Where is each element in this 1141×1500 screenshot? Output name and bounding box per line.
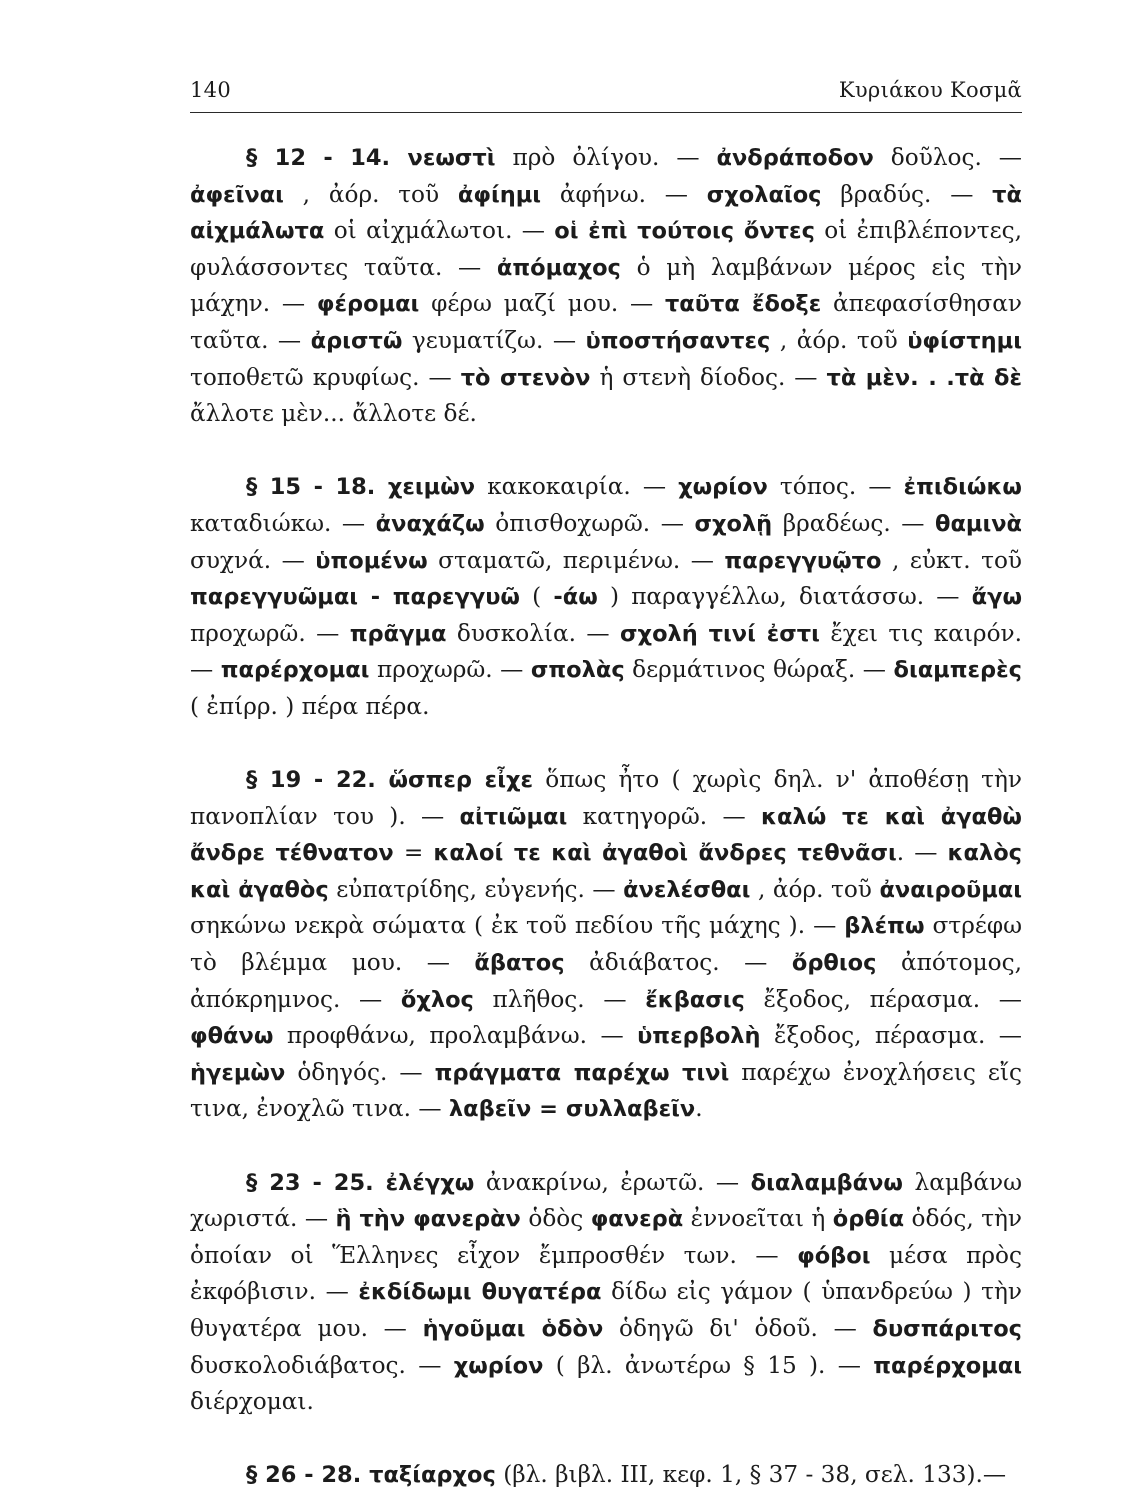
glossary-term: σχολή τινί ἐστι [620,620,820,647]
definition-text: ἀπότομος, ἀπόκρημνος. — [190,949,1022,1013]
definition-text: (βλ. βιβλ. III, κεφ. 1, § 37 - 38, σελ. 133).— [495,1461,1007,1489]
glossary-term: ἀναχάζω [375,510,485,537]
glossary-term: αἰτιῶμαι [459,803,568,830]
glossary-term: ὄρθιος [791,950,877,977]
glossary-term: ἀνδράποδον [716,145,874,171]
glossary-paragraph-19-22 [190,762,1022,1128]
glossary-term: τὰ αἰχμάλωτα [190,181,1022,245]
glossary-term: παρεγγυῶμαι - παρεγγυῶ [190,584,520,611]
definition-text: δίδω εἰς γάμον ( ὑπανδρεύω ) τὴν θυγατέρα μου. — [190,1278,1022,1342]
definition-text: ἔξοδος, πέρασμα. — [760,1022,1022,1050]
glossary-term: οἱ ἐπὶ τούτοις ὄντες [554,218,815,245]
definition-text: προχωρῶ. — [190,619,350,647]
glossary-term: ὄχλος [400,986,474,1013]
glossary-term: σπολὰς [530,657,625,684]
definition-text: γευματίζω. — [402,326,586,354]
definition-text: διέρχομαι. [190,1388,314,1416]
glossary-term: ὀρθία [832,1206,905,1233]
definition-text: ἐννοεῖται ἡ [683,1205,833,1233]
definition-text: ἡ στενὴ δίοδος. — [590,363,827,391]
definition-text: στρέφω τὸ βλέμμα μου. — [190,912,1022,977]
section-ref: § 23 - 25. [246,1169,386,1196]
glossary-term: λαβεῖν = συλλαβεῖν [448,1096,696,1123]
definition-text: . — [896,839,948,867]
glossary-term: ὑποστήσαντες [585,327,771,354]
definition-text: ( [520,583,554,611]
definition-text: βραδύς. — [821,180,993,208]
glossary-term: τὸ στενὸν [460,364,591,391]
glossary-term: ἄγω [971,584,1022,611]
definition-text: ( ἐπίρρ. ) πέρα πέρα. [190,692,430,720]
header-rule [190,112,1022,113]
definition-text: , εὐκτ. τοῦ [881,546,1022,574]
running-title: Κυριάκου Κοσμᾶ [838,78,1022,102]
glossary-term: καλοί τε καὶ ἀγαθοὶ ἄνδρες τεθνᾶσι [433,840,897,867]
definition-text: φέρω μαζί μου. — [419,290,665,318]
section-ref: § 19 - 22. [246,767,389,794]
definition-text: ἀδιάβατος. — [564,949,792,977]
glossary-term: ἔκβασις [645,986,745,1013]
glossary-term: παρεγγυῷτο [724,547,882,574]
glossary-term: ἡγεμὼν [190,1059,286,1086]
glossary-body [190,140,1022,1494]
glossary-term: ἄβατος [474,950,565,977]
definition-text: ἔξοδος, πέρασμα. — [744,985,1022,1013]
section-ref: § 15 - 18. [246,474,388,501]
definition-text: , ἀόρ. τοῦ [750,875,880,903]
definition-text: μέσα πρὸς ἐκφόβισιν. — [190,1241,1022,1306]
definition-text: δυσκολοδιάβατος. — [190,1351,454,1379]
definition-text: πλῆθος. — [473,985,646,1013]
glossary-term: χειμὼν [387,474,476,501]
glossary-term: ἐλέγχω [385,1169,475,1196]
glossary-term: φέρομαι [316,291,420,318]
definition-text: ὀπισθοχωρῶ. — [484,509,695,537]
definition-text: πρὸ ὀλίγου. — [495,144,717,171]
glossary-term: δυσπάριτος [872,1316,1022,1342]
glossary-term: πρᾶγμα [349,620,447,647]
definition-text: οἱ αἰχμάλωτοι. — [324,217,555,245]
glossary-term: παρέρχομαι [873,1352,1022,1379]
definition-text: ἀφήνω. — [541,180,707,208]
glossary-term: σχολαῖος [706,181,822,208]
glossary-term: φανερὰ [590,1206,684,1233]
definition-text: ὁδός, τὴν ὁποίαν οἱ Ἕλληνες εἶχον ἔμπροσθέν των. — [190,1205,1023,1269]
definition-text: κατηγορῶ. — [567,802,762,830]
definition-text: συχνά. — [190,546,316,574]
definition-text: τόπος. — [767,473,904,501]
glossary-term: ἐκδίδωμι θυγατέρα [358,1279,602,1306]
glossary-term: -άω [553,584,598,611]
glossary-term: ταῦτα ἔδοξε [664,291,822,318]
glossary-term: σχολῇ [694,510,773,537]
definition-text: ὅπως ἦτο ( χωρὶς δηλ. ν' ἀποθέσῃ τὴν πανοπλίαν του ). — [190,766,1023,830]
definition-text: προχωρῶ. — [369,656,531,684]
glossary-paragraph-26-28 [190,1457,1022,1494]
glossary-term: φθάνω [190,1023,274,1050]
section-ref: § 26 - 28. [246,1462,370,1489]
glossary-term: χωρίον [678,474,768,501]
definition-text: ἄλλοτε μὲν... ἄλλοτε δέ. [190,400,477,428]
definition-text: παρέχω ἐνοχλήσεις εἴς τινα, ἐνοχλῶ τινα. — [190,1058,1022,1123]
definition-text: , ἀόρ. τοῦ [283,180,458,208]
definition-text: , ἀόρ. τοῦ [770,326,908,354]
definition-text: ) παραγγέλλω, διατάσσω. — [597,583,972,611]
glossary-term: ἡγοῦμαι ὁδὸν [422,1316,604,1342]
page-header [190,78,1022,102]
glossary-term: ὑφίστημι [907,327,1023,354]
glossary-term: ὑπομένω [315,547,428,574]
glossary-term: ἀνελέσθαι [623,876,751,903]
definition-text: σταματῶ, περιμένω. — [427,546,725,574]
definition-text: δοῦλος. — [873,144,1022,171]
glossary-term: ἀναιροῦμαι [879,876,1022,903]
definition-text: κακοκαιρία. — [475,473,679,501]
page-number: 140 [190,78,231,102]
glossary-term: βλέπω [844,913,925,940]
definition-text: ἀπεφασίσθησαν ταῦτα. — [190,290,1023,354]
definition-text: εὐπατρίδης, εὐγενής. — [328,875,624,903]
glossary-term: ἣ τὴν φανερὰν [335,1206,521,1233]
glossary-term: ἐπιδιώκω [903,474,1022,501]
definition-text: ( βλ. ἀνωτέρω § 15 ). — [543,1351,874,1379]
glossary-term: ἀριστῶ [310,327,403,354]
definition-text: ὁδηγῶ δι' ὁδοῦ. — [603,1315,873,1342]
definition-text: ἔχει τις καιρόν. — [190,619,1022,684]
definition-text: καταδιώκω. — [190,509,376,537]
definition-text: δερμάτινος θώραξ. — [624,656,894,684]
definition-text: σηκώνω νεκρὰ σώματα ( ἐκ τοῦ πεδίου τῆς μάχης ). — [190,912,845,940]
glossary-term: διαλαμβάνω [750,1169,903,1196]
glossary-term: θαμινὰ [934,510,1023,537]
definition-text: ἀνακρίνω, ἐρωτῶ. — [474,1168,751,1196]
definition-text: προφθάνω, προλαμβάνω. — [273,1022,638,1050]
definition-text: . [695,1095,703,1123]
definition-text: ὁ μὴ λαμβάνων μέρος εἰς τὴν μάχην. — [190,253,1022,318]
glossary-term: ὑπερβολὴ [637,1023,761,1050]
glossary-term: ἀφεῖναι [190,181,284,208]
glossary-term: διαμπερὲς [893,657,1023,684]
glossary-term: ταξίαρχος [369,1462,496,1489]
glossary-term: καλὸς καὶ ἀγαθὸς [190,840,1022,903]
definition-text: ὁδὸς [520,1205,591,1233]
definition-text: ὁδηγός. — [285,1058,435,1086]
glossary-term: παρέρχομαι [220,657,370,684]
glossary-term: ὥσπερ εἶχε [388,767,534,794]
definition-text: = [393,839,434,867]
section-ref: § 12 - 14. [246,145,408,171]
glossary-term: ἀφίημι [457,181,542,208]
definition-text: δυσκολία. — [446,619,621,647]
glossary-term: ἀπόμαχος [496,254,621,281]
glossary-term: καλώ τε καὶ ἀγαθὼ ἄνδρε τέθνατον [190,803,1022,867]
glossary-paragraph-15-18 [190,469,1022,725]
glossary-paragraph-23-25 [190,1165,1022,1421]
glossary-term: χωρίον [453,1352,544,1379]
glossary-paragraph-12-14 [190,140,1022,433]
glossary-term: φόβοι [797,1242,871,1269]
definition-text: λαμβάνω χωριστά. — [190,1168,1022,1233]
glossary-term: πράγματα παρέχω τινὶ [434,1059,730,1086]
definition-text: βραδέως. — [772,509,935,537]
definition-text: τοποθετῶ κρυφίως. — [190,363,461,391]
glossary-term: τὰ μὲν. . .τὰ δὲ [826,364,1022,391]
glossary-term: νεωστὶ [407,145,496,171]
definition-text: οἱ ἐπιβλέποντες, φυλάσσοντες ταῦτα. — [190,217,1022,281]
